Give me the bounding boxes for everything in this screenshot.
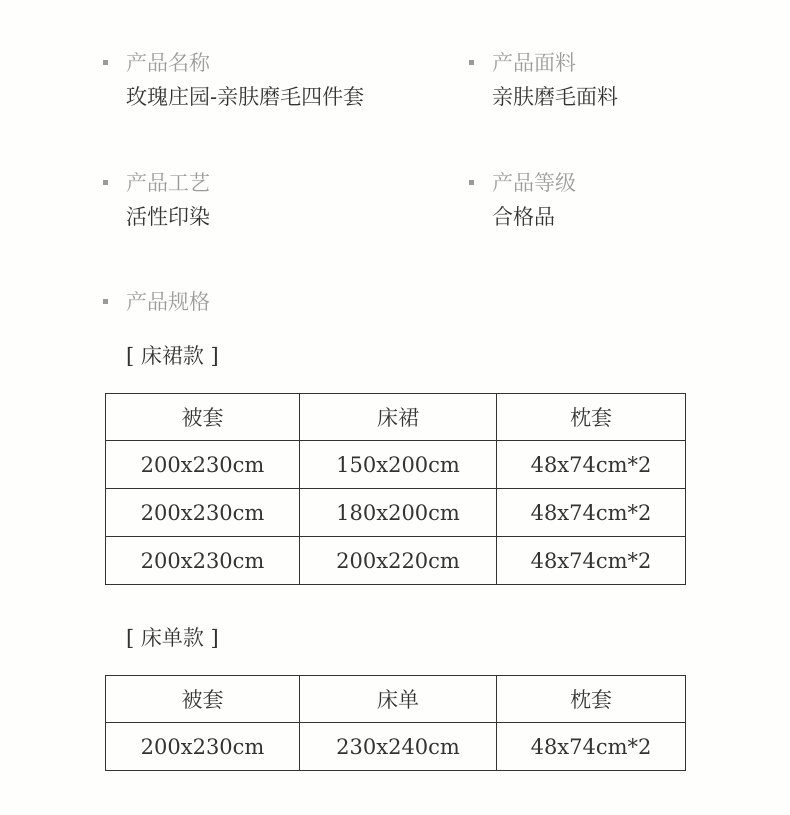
attr-spec — [126, 288, 210, 316]
attr-craft — [126, 169, 210, 231]
header-cell: 被套 — [106, 676, 300, 723]
table-header-row — [106, 676, 686, 723]
table-row — [106, 537, 686, 585]
header-cell: 枕套 — [497, 394, 686, 441]
bullet-icon — [103, 60, 108, 65]
section-title-sheet: [ 床单款 ] — [126, 626, 219, 650]
attr-product-name — [126, 49, 364, 111]
table-row — [106, 489, 686, 537]
bullet-icon — [469, 180, 474, 185]
header-cell: 床单 — [300, 676, 497, 723]
table-cell: 48x74cm*2 — [497, 489, 686, 537]
table-cell: 48x74cm*2 — [497, 537, 686, 585]
header-cell: 床裙 — [300, 394, 497, 441]
attr-grade — [492, 169, 576, 231]
table-row — [106, 723, 686, 771]
table-header-row — [106, 394, 686, 441]
table-row — [106, 441, 686, 489]
header-cell: 枕套 — [497, 676, 686, 723]
attr-fabric — [492, 49, 618, 111]
attr-value: 亲肤磨毛面料 — [492, 85, 618, 109]
bullet-icon — [103, 180, 108, 185]
table-cell: 200x230cm — [106, 489, 300, 537]
attr-label: 产品面料 — [492, 51, 576, 75]
table-cell: 180x200cm — [300, 489, 497, 537]
table-cell: 48x74cm*2 — [497, 441, 686, 489]
table-cell: 48x74cm*2 — [497, 723, 686, 771]
attr-label: 产品规格 — [126, 290, 210, 314]
attr-value: 玫瑰庄园-亲肤磨毛四件套 — [126, 85, 365, 109]
table-cell: 200x230cm — [106, 723, 300, 771]
attr-label: 产品工艺 — [126, 171, 210, 195]
table-cell: 150x200cm — [300, 441, 497, 489]
spec-table-skirt — [105, 393, 686, 585]
attr-value: 合格品 — [492, 205, 555, 229]
table-cell: 230x240cm — [300, 723, 497, 771]
attr-label: 产品名称 — [126, 51, 210, 75]
bullet-icon — [103, 299, 108, 304]
spec-table-sheet — [105, 675, 686, 771]
attr-label: 产品等级 — [492, 171, 576, 195]
header-cell: 被套 — [106, 394, 300, 441]
table-cell: 200x230cm — [106, 441, 300, 489]
attr-value: 活性印染 — [126, 205, 210, 229]
table-cell: 200x230cm — [106, 537, 300, 585]
table-cell: 200x220cm — [300, 537, 497, 585]
section-title-skirt: [ 床裙款 ] — [126, 344, 219, 368]
bullet-icon — [469, 60, 474, 65]
